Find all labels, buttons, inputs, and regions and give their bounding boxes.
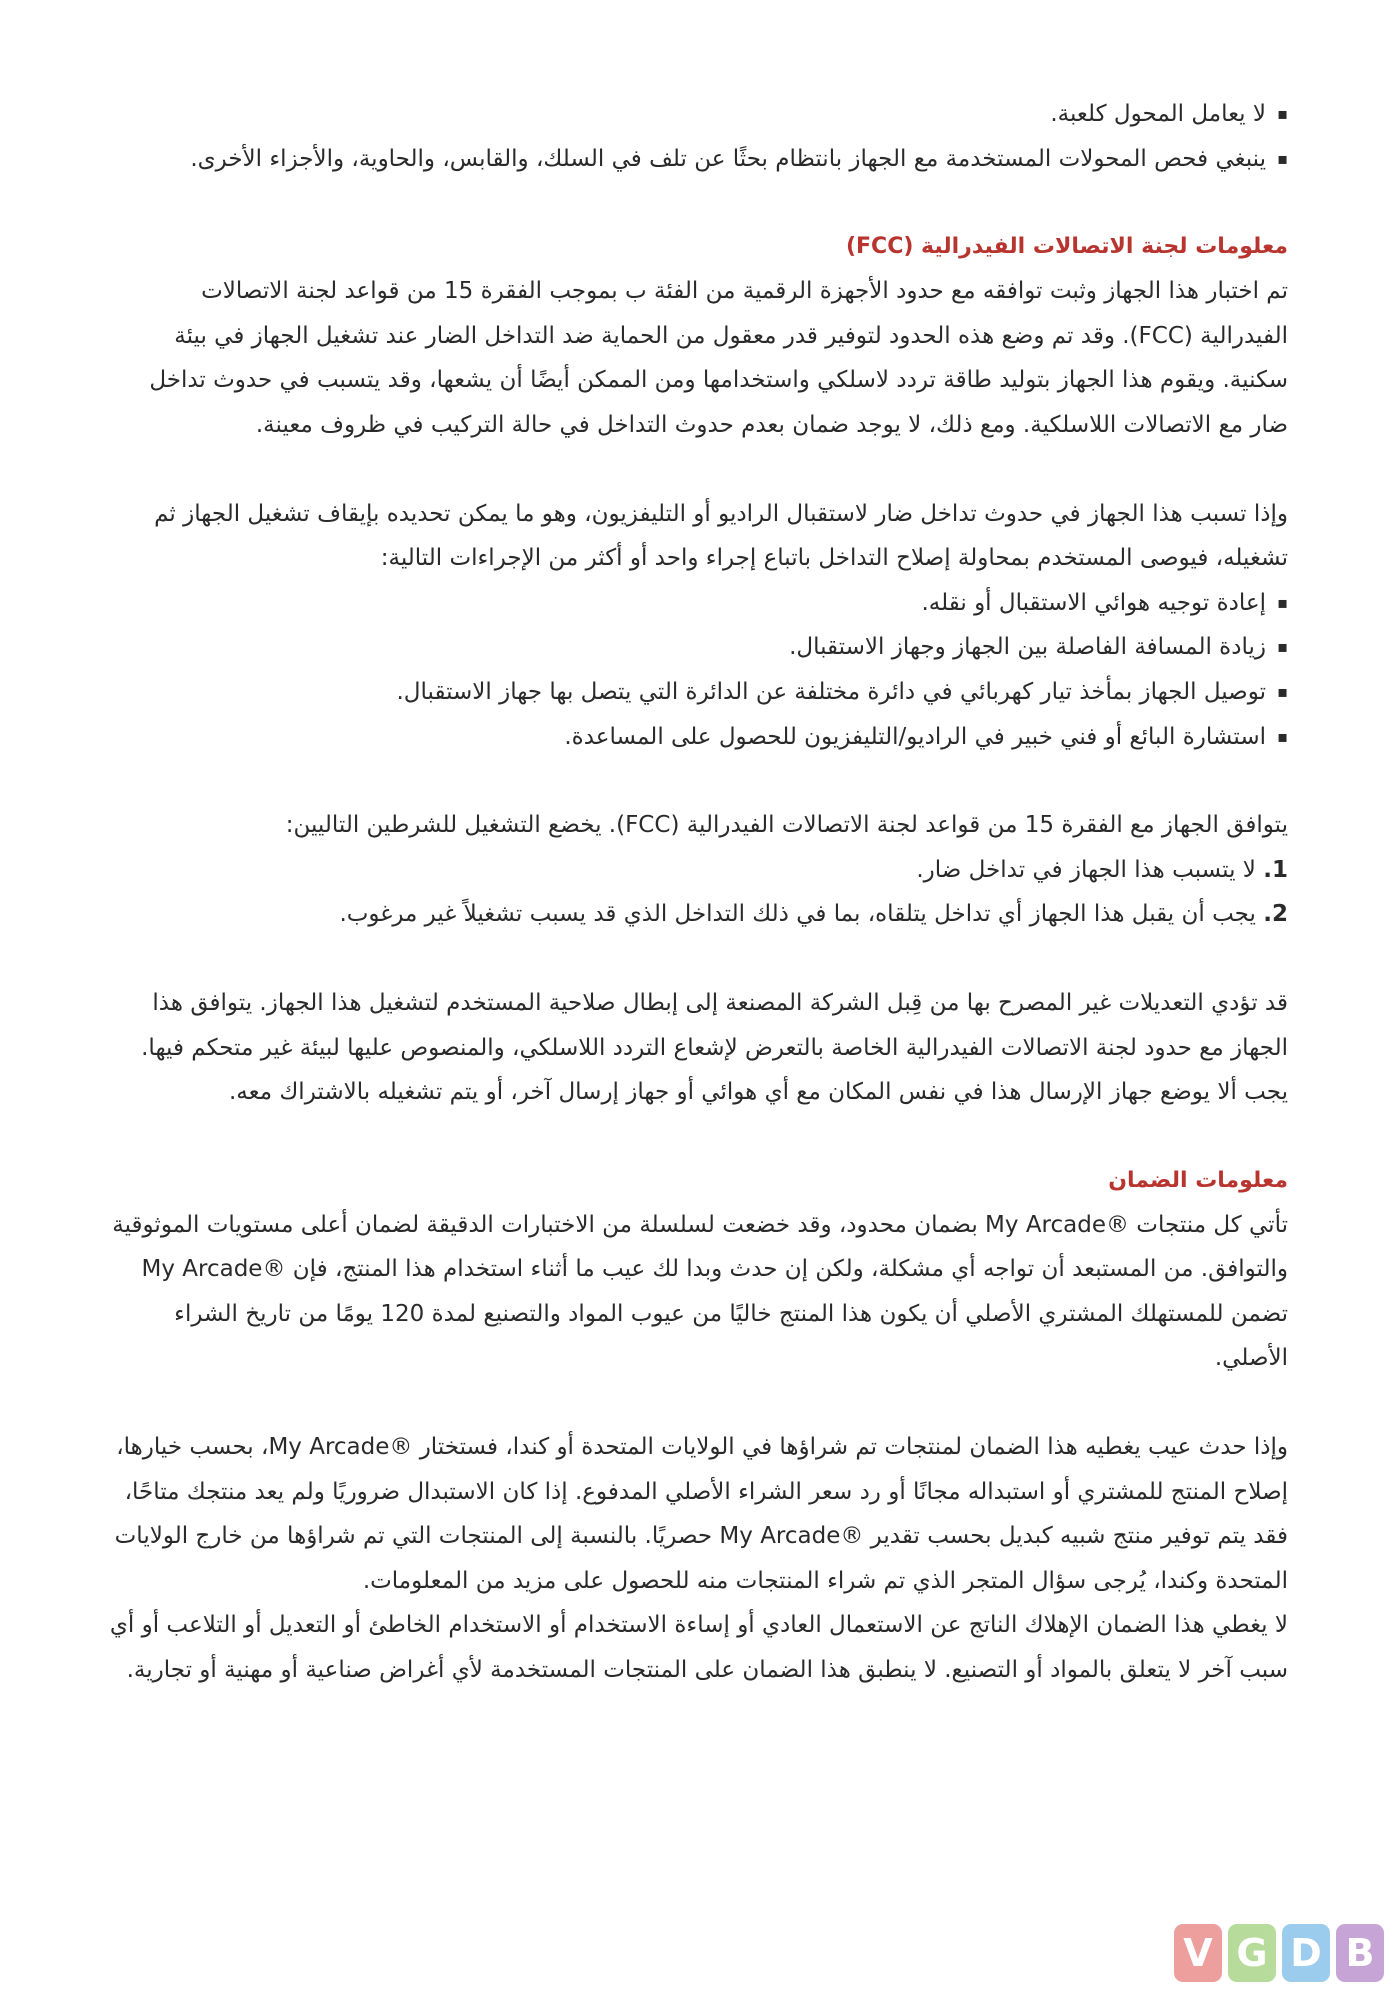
logo-tile: B xyxy=(1336,1924,1384,1982)
measure-item: ▪ إعادة توجيه هوائي الاستقبال أو نقله. xyxy=(108,581,1288,626)
fcc-heading: معلومات لجنة الاتصالات الفيدرالية (FCC) xyxy=(845,234,1288,260)
logo-tile: G xyxy=(1228,1924,1276,1982)
condition-number: 1. xyxy=(1263,856,1288,883)
condition-text: يجب أن يقبل هذا الجهاز أي تداخل يتلقاه، بما في ذلك التداخل الذي قد يسبب تشغيلاً غير مرغوب. xyxy=(339,901,1264,928)
measure-item: ▪ زيادة المسافة الفاصلة بين الجهاز وجهاز الاستقبال. xyxy=(108,625,1288,670)
bullet-item: ▪ لا يعامل المحول كلعبة. xyxy=(108,92,1288,137)
warranty-paragraph-1: تأتي كل منتجات My Arcade® بضمان محدود، وقد خضعت لسلسلة من الاختبارات الدقيقة لضمان أعلى مستويات الموثوقية والتوافق. من المستبعد أن تواجه أي مشكلة، ولكن إن حدث وبدا لك عيب ما أثناء استخدام هذا المنتج، فإن My Arcade® تضمن للمستهلك المشتري الأصلي أن يكون هذا المنتج خاليًا من عيوب المواد والتصنيع لمدة 120 يومًا من تاريخ الشراء الأصلي. xyxy=(112,1211,1288,1372)
condition-item xyxy=(108,892,1288,937)
brand-name: My Arcade® xyxy=(141,1256,286,1283)
brand-name: My Arcade® xyxy=(268,1434,413,1461)
fcc-paragraph-4: قد تؤدي التعديلات غير المصرح بها من قِبل الشركة المصنعة إلى إبطال صلاحية المستخدم لتشغيل هذا الجهاز. يتوافق هذا الجهاز مع حدود لجنة الاتصالات الفيدرالية الخاصة بالتعرض لإشعاع التردد اللاسلكي، والمنصوص عليها لبيئة غير متحكم فيها. يجب ألا يوضع جهاز الإرسال هذا في نفس المكان مع أي هوائي أو جهاز إرسال آخر، أو يتم تشغيله بالاشتراك معه. xyxy=(141,989,1288,1106)
bullet-item: ▪ ينبغي فحص المحولات المستخدمة مع الجهاز بانتظام بحثًا عن تلف في السلك، والقابس، والحاوية، والأجزاء الأخرى. xyxy=(108,137,1288,182)
logo-tile: D xyxy=(1282,1924,1330,1982)
logo-tile: V xyxy=(1174,1924,1222,1982)
brand-name: My Arcade® xyxy=(719,1523,864,1550)
condition-text: لا يتسبب هذا الجهاز في تداخل ضار. xyxy=(916,856,1264,883)
warranty-paragraph-3: لا يغطي هذا الضمان الإهلاك الناتج عن الاستعمال العادي أو إساءة الاستخدام أو الاستخدام الخاطئ أو التعديل أو التلاعب أو أي سبب آخر لا يتعلق بالمواد أو التصنيع. لا ينطبق هذا الضمان على المنتجات المستخدمة لأي أغراض صناعية أو مهنية أو تجارية. xyxy=(109,1612,1288,1684)
fcc-paragraph-2: وإذا تسبب هذا الجهاز في حدوث تداخل ضار لاستقبال الراديو أو التليفزيون، وهو ما يمكن تحديده بإيقاف تشغيل الجهاز ثم تشغيله، فيوصى المستخدم بمحاولة إصلاح التداخل باتباع إجراء واحد أو أكثر من الإجراءات التالية: xyxy=(154,500,1288,572)
condition-item xyxy=(108,848,1288,893)
fcc-paragraph-3: يتوافق الجهاز مع الفقرة 15 من قواعد لجنة الاتصالات الفيدرالية (FCC). يخضع التشغيل للشرطين التاليين: xyxy=(285,812,1288,839)
warranty-paragraph-2: وإذا حدث عيب يغطيه هذا الضمان لمنتجات تم شراؤها في الولايات المتحدة أو كندا، فستختار My Arcade®، بحسب خيارها، إصلاح المنتج للمشتري أو استبداله مجانًا أو رد سعر الشراء الأصلي المدفوع. إذا كان الاستبدال ضروريًا ولم يعد منتجك متاحًا، فقد يتم توفير منتج شبيه كبديل بحسب تقدير My Arcade® حصريًا. بالنسبة إلى المنتجات التي تم شراؤها من خارج الولايات المتحدة وكندا، يُرجى سؤال المتجر الذي تم شراء المنتجات منه للحصول على مزيد من المعلومات. xyxy=(114,1434,1288,1594)
fcc-measures-list xyxy=(108,581,1288,759)
fcc-paragraph-1: تم اختبار هذا الجهاز وثبت توافقه مع حدود الأجهزة الرقمية من الفئة ب بموجب الفقرة 15 من قواعد لجنة الاتصالات الفيدرالية (FCC). وقد تم وضع هذه الحدود لتوفير قدر معقول من الحماية ضد التداخل الضار عند تشغيل الجهاز في بيئة سكنية. ويقوم هذا الجهاز بتوليد طاقة تردد لاسلكي واستخدامها ومن الممكن أيضًا أن يشعها، وقد يتسبب في حدوث تداخل ضار مع الاتصالات اللاسلكية. ومع ذلك، لا يوجد ضمان بعدم حدوث التداخل في حالة التركيب في ظروف معينة. xyxy=(149,278,1288,438)
condition-number: 2. xyxy=(1263,901,1288,928)
measure-item: ▪ استشارة البائع أو فني خبير في الراديو/التليفزيون للحصول على المساعدة. xyxy=(108,715,1288,760)
warranty-heading: معلومات الضمان xyxy=(1108,1167,1288,1193)
brand-name: My Arcade® xyxy=(985,1211,1129,1238)
vgdb-watermark-logo xyxy=(1174,1924,1384,1982)
fcc-conditions-list xyxy=(108,848,1288,937)
adapter-bullets xyxy=(108,92,1288,181)
page-content xyxy=(108,92,1288,1693)
measure-item: ▪ توصيل الجهاز بمأخذ تيار كهربائي في دائرة مختلفة عن الدائرة التي يتصل بها جهاز الاستقبال. xyxy=(108,670,1288,715)
